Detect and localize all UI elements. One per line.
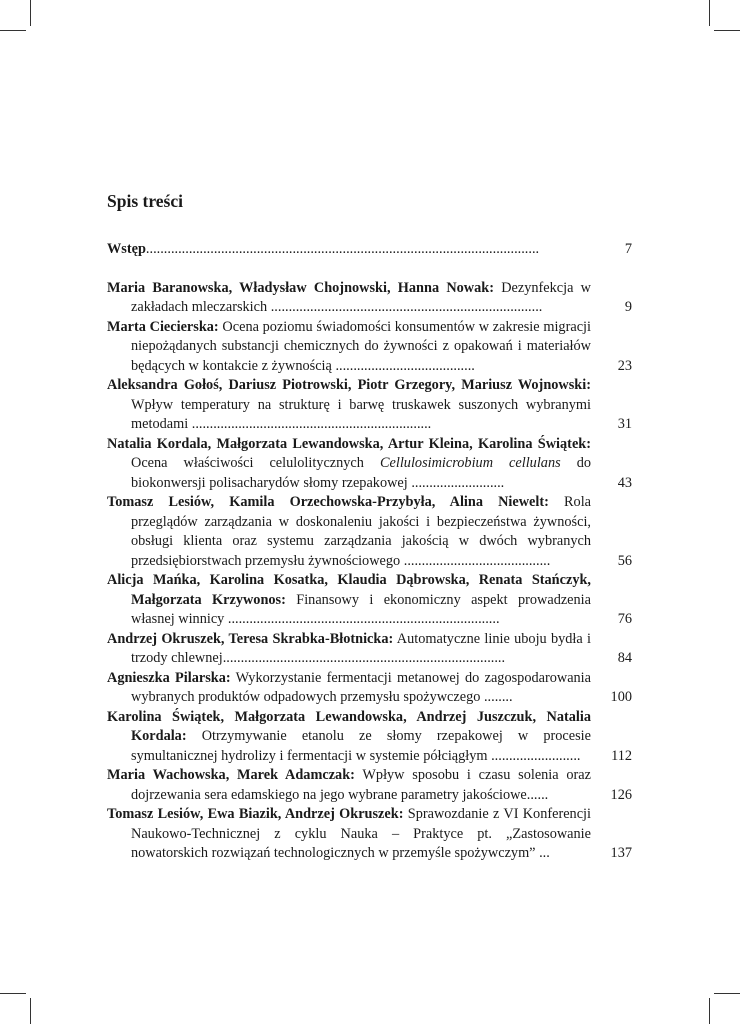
entry-leader: ... [535,845,550,861]
entry-leader: ................................................................... [188,416,432,432]
entry-leader: ............................................................................ [267,299,543,315]
entry-authors: Alicja Mańka, Karolina Kosatka, Klaudia Dąbrowska, Renata Stańczyk, Małgorzata Krzywonos: [107,572,591,608]
page-title: Spis treści [107,191,183,211]
entry-title: Finansowy i ekonomiczny aspekt prowadzenia własnej winnicy [131,591,591,627]
toc-entry [107,766,632,805]
entry-authors: Aleksandra Gołoś, Dariusz Piotrowski, Piotr Grzegory, Mariusz Wojnowski: [107,377,591,393]
entry-authors: Maria Wachowska, Marek Adamczak: [107,767,355,783]
entry-leader: ............................................................................... [222,650,506,666]
crop-mark [709,998,710,1024]
entry-page: 137 [610,845,632,861]
entry-authors: Marta Ciecierska: [107,318,219,335]
entry-page: 76 [617,611,632,627]
toc-entry [107,669,632,708]
entry-title: Sprawozdanie z VI Konferencji Naukowo-Technicznej z cyklu Nauka – Praktyce pt. „Zastosowanie nowatorskich rozwiązań technologicznych w przemyśle spożywczym” [131,806,591,861]
entry-leader: ......................................... [400,552,551,569]
entry-page: 56 [617,552,632,569]
entry-leader: .............................................................................................................. [145,241,540,257]
entry-leader: ....................................... [331,357,475,374]
entry-leader: .......................... [407,474,505,491]
crop-mark [714,30,740,31]
entry-authors: Andrzej Okruszek, Teresa Skrabka-Błotnicka: [107,630,394,647]
entry-title: Ocena poziomu świadomości konsumentów w zakresie migracji niepożądanych substancji chemicznych do żywności z opakowań i materiałów będących w kontakcie z żywnością [131,318,591,374]
crop-mark [714,993,740,994]
entry-authors: Tomasz Lesiów, Kamila Orzechowska-Przybyła, Alina Niewelt: [107,494,549,510]
entry-leader: ........ [480,689,513,705]
entry-title: Dezynfekcja w zakładach mleczarskich [131,279,591,315]
toc-entry [107,376,632,435]
entry-title: Otrzymywanie etanolu ze słomy rzepakowej w procesie symultanicznej hydrolizy i fermentacji w systemie półciągłym [131,728,591,764]
toc-entry [107,279,632,318]
toc-entry [107,630,632,669]
toc-entry [107,493,632,571]
entry-title: Ocena właściwości celulolitycznych [131,455,380,471]
entry-title: Wykorzystanie fermentacji metanowej do zagospodarowania wybranych produktów odpadowych przemysłu spożywczego [131,669,592,705]
entry-authors: Natalia Kordala, Małgorzata Lewandowska, Artur Kleina, Karolina Świątek: [107,435,591,452]
crop-mark [30,998,31,1024]
entry-page: 23 [617,357,632,374]
entry-leader: ......................... [487,747,581,764]
crop-mark [709,0,710,26]
toc-entry [107,240,632,260]
entry-leader: ...... [526,786,549,803]
entry-authors: Maria Baranowska, Władysław Chojnowski, Hanna Nowak: [107,279,494,296]
entry-title: Wpływ sposobu i czasu solenia oraz dojrzewania sera edamskiego na jego wybrane parametry jakościowe [131,767,591,803]
spacer [107,260,632,279]
entry-page: 100 [610,689,632,705]
toc-entry [107,708,632,767]
toc-entry [107,571,632,630]
entry-authors: Agnieszka Pilarska: [107,669,231,686]
table-of-contents [107,240,632,864]
entry-title: Wpływ temperatury na strukturę i barwę truskawek suszonych wybranymi metodami [131,396,591,432]
entry-authors: Wstęp [107,241,146,257]
entry-page: 7 [624,241,632,257]
toc-entry [107,435,632,494]
entry-page: 9 [624,299,632,315]
entry-page: 43 [617,474,632,491]
entry-title-italic: Cellulosimicrobium cellulans [379,455,561,471]
entry-title-continued: do biokonwersji polisacharydów słomy rzepakowej [131,455,591,491]
entry-page: 126 [610,786,632,803]
crop-mark [0,30,26,31]
crop-mark [0,993,26,994]
entry-page: 84 [617,650,632,666]
entry-title: Automatyczne linie uboju bydła i trzody chlewnej [131,630,591,666]
entry-page: 112 [611,747,632,764]
entry-authors: Karolina Świątek, Małgorzata Lewandowska, Andrzej Juszczuk, Natalia Kordala: [107,708,591,744]
entry-leader: ............................................................................ [224,611,500,627]
entry-page: 31 [617,416,632,432]
crop-mark [30,0,31,26]
toc-entry [107,805,632,864]
entry-title: Rola przeglądów zarządzania w doskonaleniu jakości i bezpieczeństwa żywności, obsługi klienta oraz systemu zarządzania jakością w dwóch wybranych przedsiębiorstwach przemysłu żywnościowego [131,494,592,569]
entry-authors: Tomasz Lesiów, Ewa Biazik, Andrzej Okruszek: [107,806,404,822]
toc-entry [107,318,632,377]
